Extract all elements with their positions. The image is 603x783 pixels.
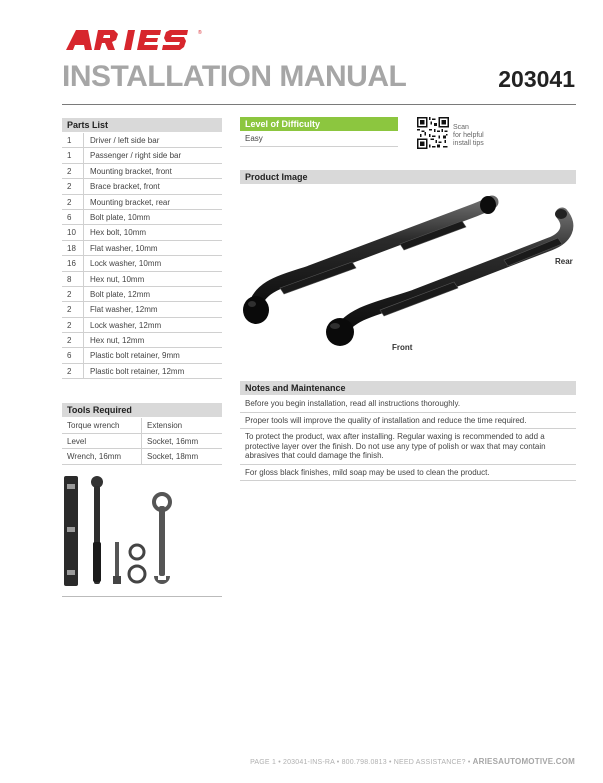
footer-website-link[interactable]: ARIESAUTOMOTIVE.COM [472, 757, 575, 766]
parts-row [62, 302, 222, 317]
parts-row [62, 164, 222, 179]
tools-required-table [62, 418, 222, 465]
tools-row [62, 418, 222, 434]
tools-required-heading: Tools Required [62, 403, 222, 417]
tool-name: Level [62, 434, 142, 449]
parts-desc: Flat washer, 10mm [90, 243, 158, 253]
parts-desc: Plastic bolt retainer, 9mm [90, 351, 180, 361]
footer-doc-id: 203041-INS-RA [283, 759, 335, 766]
parts-qty: 2 [62, 179, 84, 193]
parts-list-table [62, 133, 222, 379]
qr-caption-line: for helpful [453, 132, 484, 139]
wrench-icon [154, 494, 170, 584]
parts-list-heading: Parts List [62, 118, 222, 132]
tool-name: Wrench, 16mm [62, 449, 142, 464]
extension-icon [113, 542, 121, 584]
tools-row [62, 434, 222, 450]
parts-row [62, 318, 222, 333]
qr-caption [453, 124, 484, 148]
label-rear: Rear [555, 257, 573, 266]
parts-desc: Hex nut, 12mm [90, 336, 145, 346]
parts-qty: 6 [62, 210, 84, 224]
tool-name: Torque wrench [62, 418, 142, 433]
parts-desc: Bolt plate, 12mm [90, 289, 151, 299]
note-item: Before you begin installation, read all instructions thoroughly. [240, 396, 576, 413]
label-front: Front [392, 343, 413, 352]
torque-wrench-icon [91, 476, 103, 584]
parts-qty: 1 [62, 133, 84, 147]
aries-logo [62, 26, 212, 52]
parts-desc: Driver / left side bar [90, 136, 160, 145]
parts-desc: Hex nut, 10mm [90, 274, 145, 284]
parts-qty: 2 [62, 164, 84, 178]
qr-code-icon[interactable] [417, 117, 449, 149]
parts-row [62, 272, 222, 287]
note-item: Proper tools will improve the quality of installation and reduce the time required. [240, 413, 576, 430]
parts-row [62, 148, 222, 163]
parts-desc: Hex bolt, 10mm [90, 228, 147, 238]
side-bar-product-image [240, 186, 576, 366]
difficulty-heading: Level of Difficulty [240, 117, 398, 131]
trademark-mark: ® [198, 30, 202, 36]
tools-illustration [62, 472, 222, 590]
notes-heading: Notes and Maintenance [240, 381, 576, 395]
footer-separator: • [388, 759, 394, 766]
tool-name: Extension [147, 421, 183, 430]
parts-row [62, 179, 222, 194]
parts-row [62, 225, 222, 240]
footer-separator: • [278, 759, 283, 766]
tool-name: Socket, 16mm [147, 436, 199, 446]
parts-qty: 18 [62, 241, 84, 255]
parts-qty: 2 [62, 287, 84, 301]
parts-qty: 2 [62, 333, 84, 347]
parts-qty: 2 [62, 364, 84, 378]
parts-desc: Flat washer, 12mm [90, 305, 158, 315]
parts-desc: Plastic bolt retainer, 12mm [90, 366, 185, 376]
note-item: To protect the product, wax after installing. Regular waxing is recommended to add a protective layer over the finish. Do not use any type of polish or wax that may contain abrasives that could damage the finish. [240, 429, 576, 465]
parts-desc: Lock washer, 12mm [90, 320, 162, 330]
parts-desc: Brace bracket, front [90, 182, 160, 192]
page-footer [250, 757, 575, 766]
part-number: 203041 [498, 66, 575, 92]
parts-desc: Lock washer, 10mm [90, 259, 162, 269]
footer-page: PAGE 1 [250, 759, 277, 766]
parts-qty: 2 [62, 318, 84, 332]
parts-row [62, 287, 222, 302]
parts-desc: Mounting bracket, front [90, 166, 172, 176]
parts-row [62, 241, 222, 256]
qr-caption-line: Scan [453, 124, 469, 131]
difficulty-value: Easy [240, 131, 398, 147]
product-image-heading: Product Image [240, 170, 576, 184]
footer-assist: NEED ASSISTANCE? [393, 759, 466, 766]
socket-icon [129, 545, 145, 582]
parts-row [62, 133, 222, 148]
parts-desc: Mounting bracket, rear [90, 197, 171, 207]
parts-row [62, 333, 222, 348]
parts-row [62, 256, 222, 271]
notes-list [240, 396, 576, 481]
parts-row [62, 348, 222, 363]
parts-row [62, 210, 222, 225]
footer-separator: • [467, 759, 473, 766]
tool-name: Socket, 18mm [147, 452, 199, 461]
tools-row [62, 449, 222, 465]
footer-separator: • [336, 759, 342, 766]
tools-divider [62, 596, 222, 597]
parts-qty: 2 [62, 195, 84, 209]
footer-phone[interactable]: 800.798.0813 [341, 759, 387, 766]
parts-qty: 6 [62, 348, 84, 362]
qr-caption-line: install tips [453, 140, 484, 147]
parts-row [62, 195, 222, 210]
parts-desc: Passenger / right side bar [90, 151, 182, 161]
note-item: For gloss black finishes, mild soap may be used to clean the product. [240, 465, 576, 482]
parts-qty: 16 [62, 256, 84, 270]
parts-qty: 10 [62, 225, 84, 239]
parts-desc: Bolt plate, 10mm [90, 212, 151, 222]
parts-row [62, 364, 222, 379]
manual-title: INSTALLATION MANUAL [62, 60, 407, 93]
header-rule [62, 104, 576, 105]
parts-qty: 1 [62, 148, 84, 162]
parts-qty: 8 [62, 272, 84, 286]
parts-qty: 2 [62, 302, 84, 316]
